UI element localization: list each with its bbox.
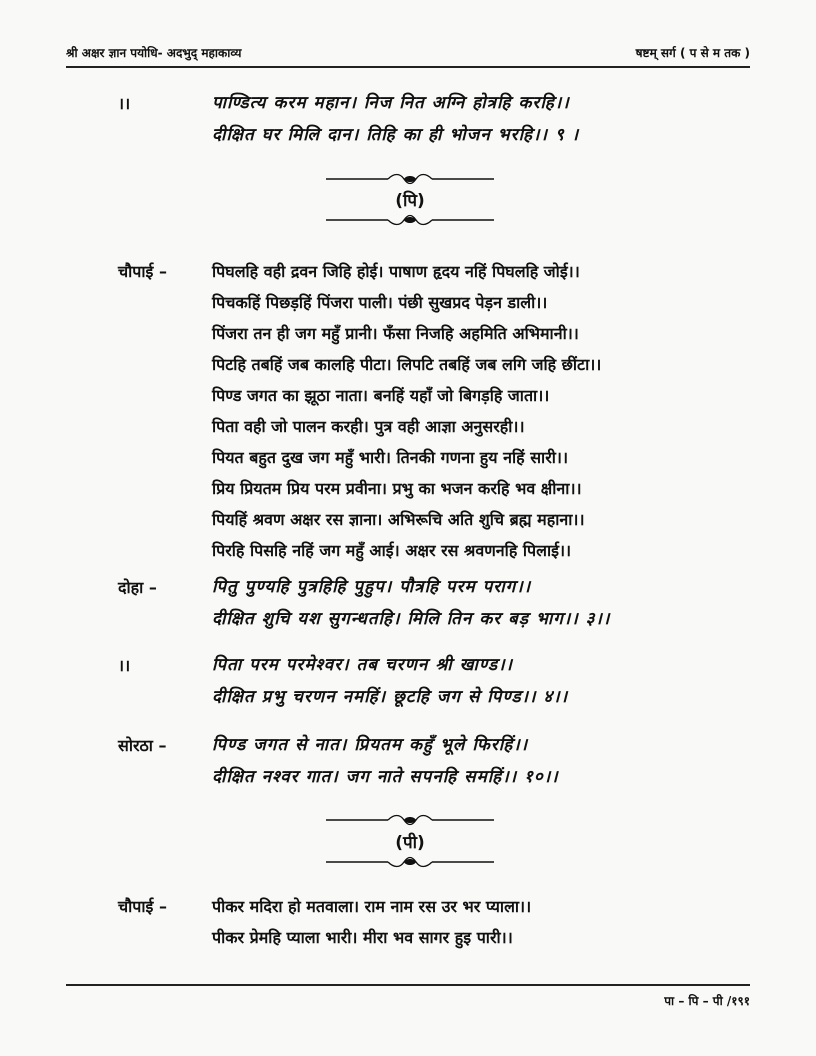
verse-line: पियहिं श्रवण अक्षर रस ज्ञाना। अभिरूचि अति शुचि ब्रह्म महाना।। xyxy=(212,510,585,529)
chaupai-label: चौपाई – xyxy=(118,897,167,916)
verse-line: पाण्डित्य करम महान। निज नित अग्नि होत्रहि करहि।। xyxy=(212,93,570,113)
ornament-divider xyxy=(326,173,494,185)
sortha-label: सोरठा – xyxy=(118,736,167,755)
verse-line: पिंजरा तन ही जग महुँ प्रानी। फँसा निजहि अहमिति अभिमानी।। xyxy=(212,324,579,343)
verse-line: पिता परम परमेश्वर। तब चरणन श्री खाण्ड।। xyxy=(212,655,513,675)
ornament-divider xyxy=(326,814,494,826)
verse-line: पिटहि तबहिं जब कालहि पीटा। लिपटि तबहिं जब लगि जहि छींटा।। xyxy=(212,355,602,374)
verse-line: पियत बहुत दुख जग महुँ भारी। तिनकी गणना हुय नहिं सारी।। xyxy=(212,448,569,467)
verse-line: दीक्षित प्रभु चरणन नमहिं। छूटहि जग से पिण्ड।। ४।। xyxy=(212,687,569,707)
verse-line: प्रिय प्रियतम प्रिय परम प्रवीना। प्रभु का भजन करहि भव क्षीना।। xyxy=(212,479,582,498)
verse-line: पिण्ड जगत से नात। प्रियतम कहुँ भूले फिरहिं।। xyxy=(212,735,529,755)
ornament-divider xyxy=(326,214,494,226)
verse-line: पीकर प्रेमहि प्याला भारी। मीरा भव सागर हुइ पारी।। xyxy=(212,928,513,947)
verse-line: पिण्ड जगत का झूठा नाता। बनहिं यहाँ जो बिगड़हि जाता।। xyxy=(212,386,550,405)
verse-line: पिचकहिं पिछड़हिं पिंजरा पाली। पंछी सुखप्रद पेड़न डाली।। xyxy=(212,293,548,312)
doha-label: दोहा – xyxy=(118,578,157,597)
chapter-title: षष्टम् सर्ग ( प से म तक ) xyxy=(635,46,750,60)
book-title: श्री अक्षर ज्ञान पयोधि- अदभुद् महाकाव्य xyxy=(66,46,242,60)
verse-line: दीक्षित शुचि यश सुगन्धतहि। मिलि तिन कर बड़ भाग।। ३।। xyxy=(212,609,611,629)
verse-label: ।। xyxy=(118,656,131,675)
footer-rule xyxy=(66,984,750,986)
verse-line: पिता वही जो पालन करही। पुत्र वही आज्ञा अनुसरही।। xyxy=(212,417,525,436)
section-title-pi: (पि) xyxy=(395,191,425,211)
section-title-pii: (पी) xyxy=(395,833,425,853)
verse-line: दीक्षित नश्वर गात। जग नाते सपनहि समहिं।। १०।। xyxy=(212,767,559,787)
verse-line: पितु पुण्यहि पुत्रहिहि पुहुप। पौत्रहि परम पराग।। xyxy=(212,577,532,597)
verse-line: दीक्षित घर मिलि दान। तिहि का ही भोजन भरहि।। ९ । xyxy=(212,125,580,145)
verse-line: पीकर मदिरा हो मतवाला। राम नाम रस उर भर प्याला।। xyxy=(212,897,532,916)
verse-label: ।। xyxy=(118,94,131,113)
verse-line: पिरहि पिसहि नहिं जग महुँ आई। अक्षर रस श्रवणनहि पिलाई।। xyxy=(212,541,572,560)
page-number: पा – पि – पी /१९१ xyxy=(664,994,750,1008)
chaupai-label: चौपाई – xyxy=(118,262,167,281)
ornament-divider xyxy=(326,856,494,868)
page-header xyxy=(66,40,750,68)
verse-line: पिघलहि वही द्रवन जिहि होई। पाषाण हृदय नहिं पिघलहि जोई।। xyxy=(212,262,580,281)
